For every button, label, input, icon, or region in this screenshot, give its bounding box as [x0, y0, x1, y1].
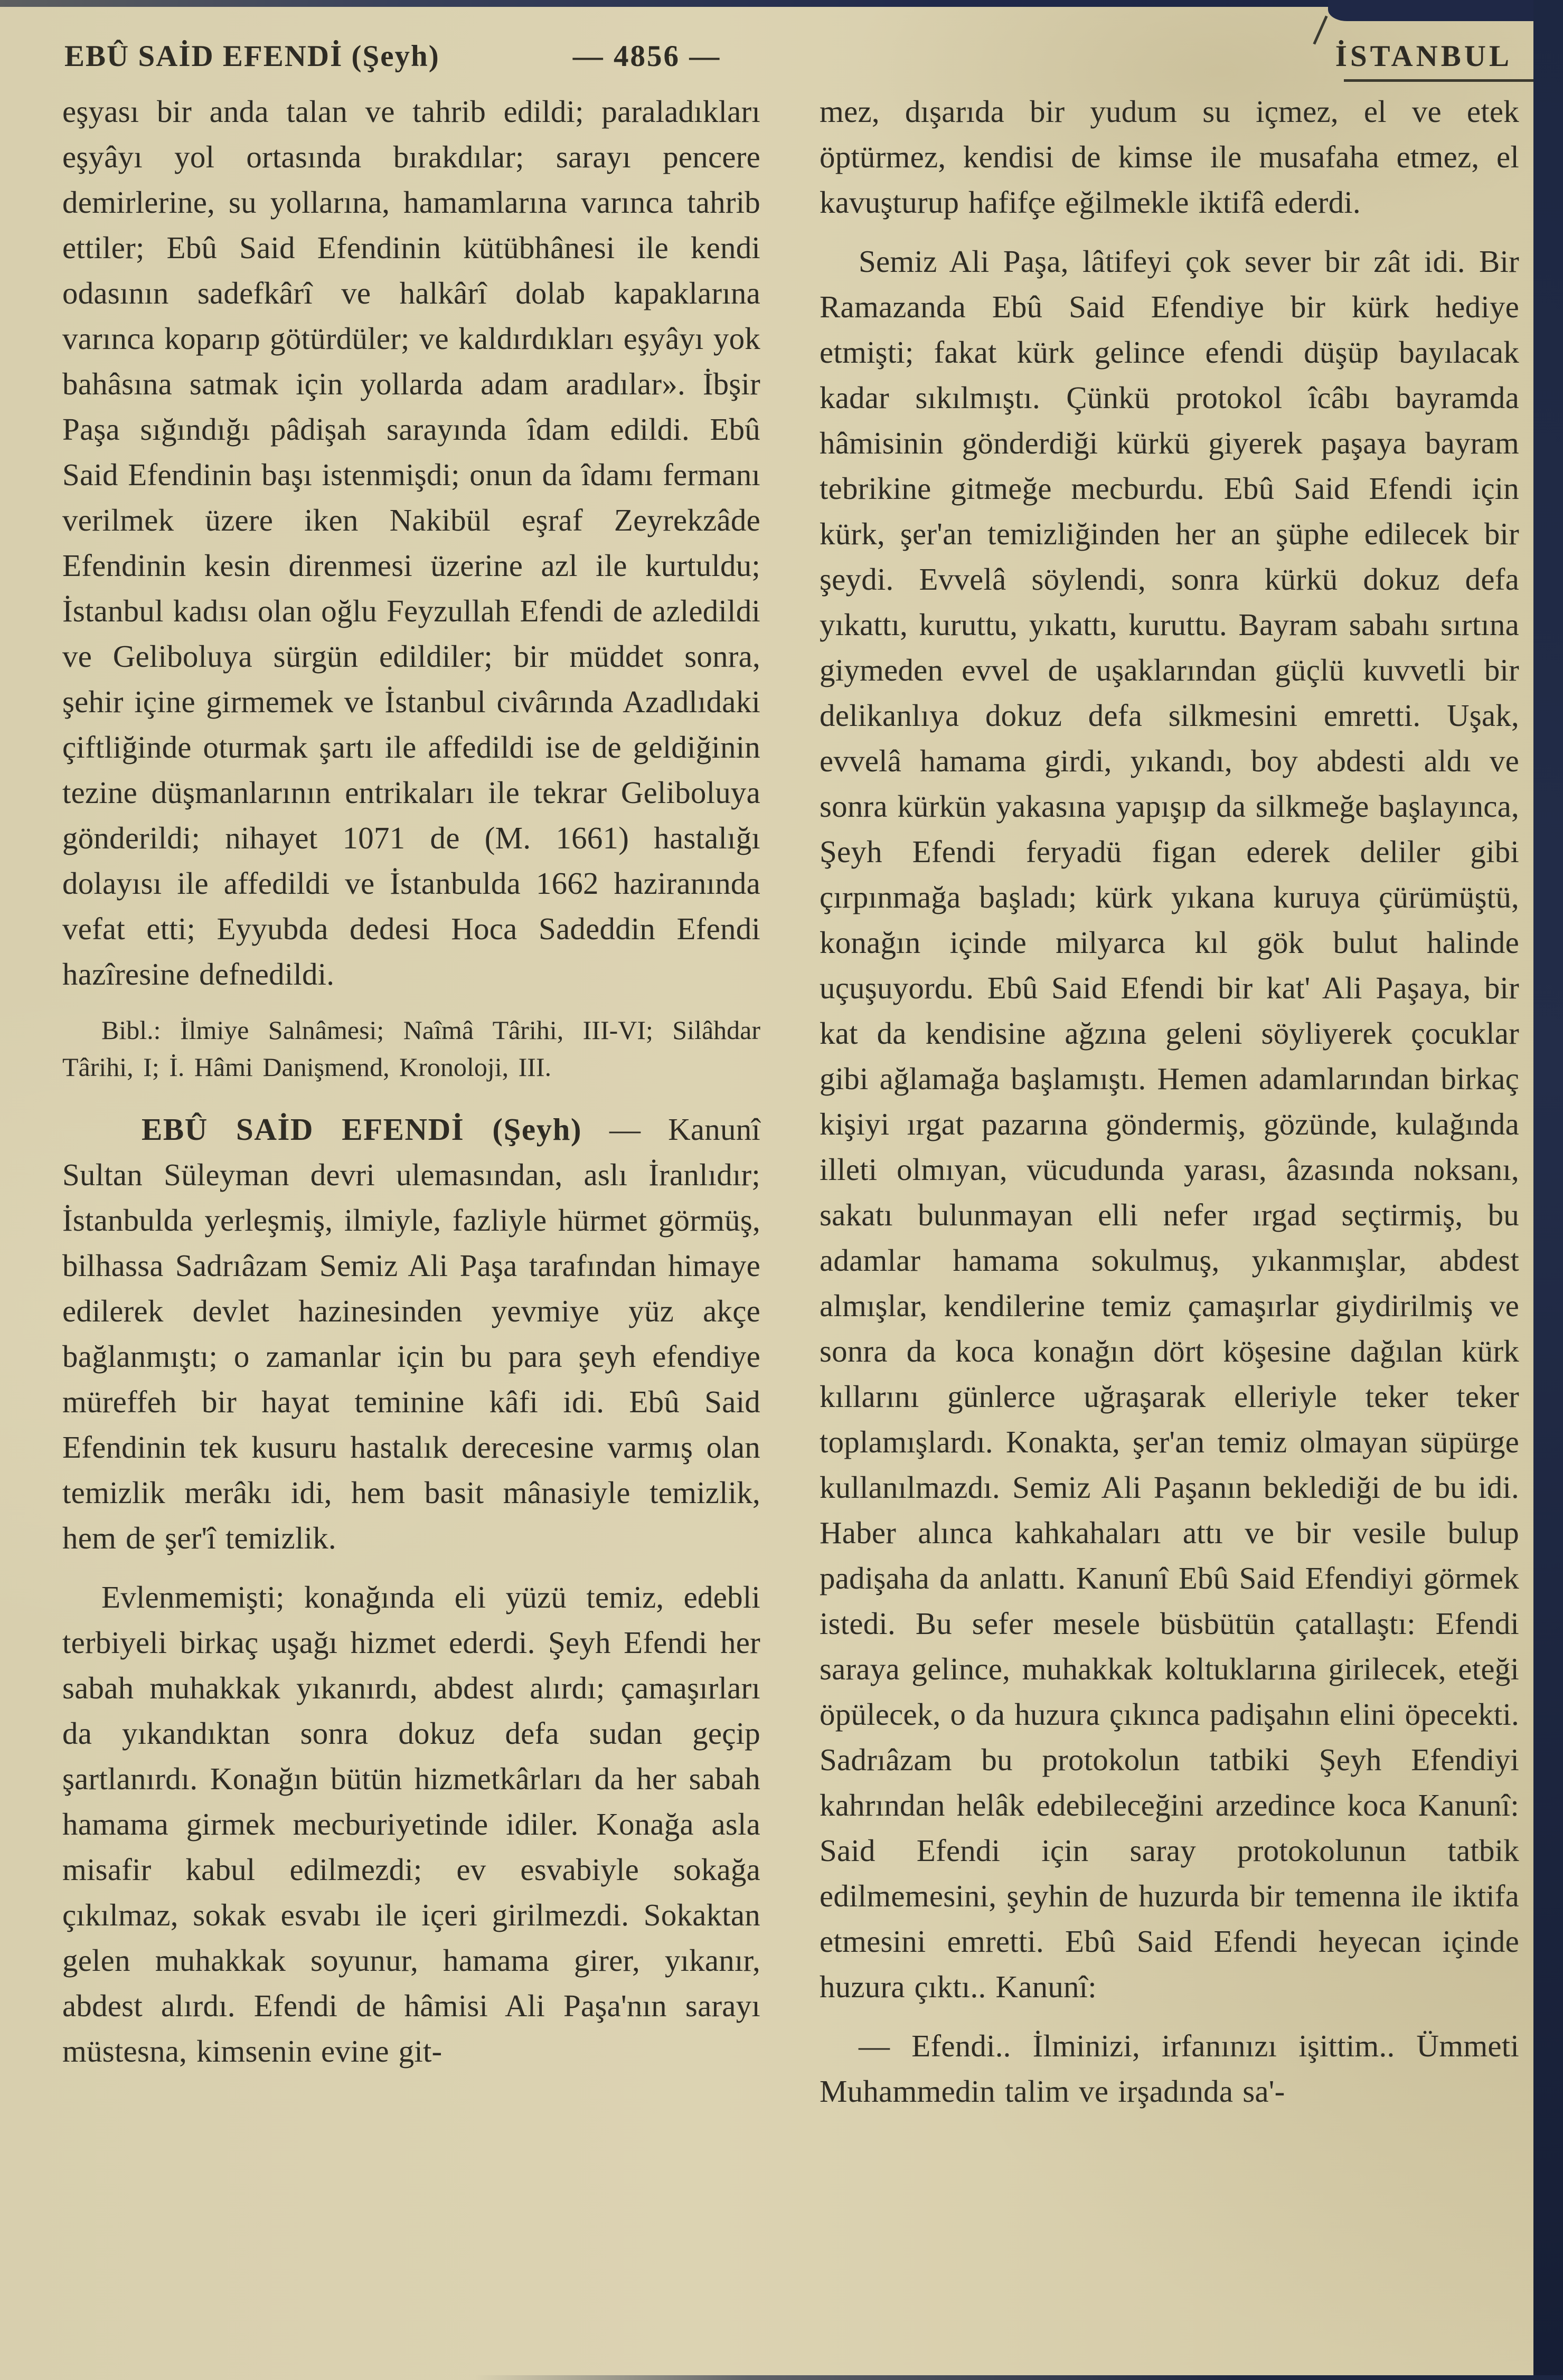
paragraph-continuation: eşyası bir anda talan ve tahrib edildi; paraladıkları eşyâyı yol ortasında bırakdılar; sarayı pencere demirlerine, su yollarına, hamamlarına varınca tahrib ettiler; Ebû Said Efendinin kütübhânesi ile kendi odasının sadefkârî ve halkârî dolab kapaklarına varınca koparıp götürdüler; ve kaldırdıkları eşyâyı yok bahâsına satmak için yollarda adam aradılar». İbşir Paşa sığındığı pâdişah sarayında îdam edildi. Ebû Said Efendinin başı istenmişdi; onun da îdamı fermanı verilmek üzere iken Nakibül eşraf Zeyrekzâde Efendinin kesin direnmesi üzerine azl ile kurtuldu; İstanbul kadısı olan oğlu Feyzullah Efendi de azledildi ve Geliboluya sürgün edildiler; bir müddet sonra, şehir içine girmemek ve İstanbul civârında Azadlıdaki çiftliğinde oturmak şartı ile affedildi ise de geldiğinin tezine düşmanlarının entrikaları ile tekrar Geliboluya gönderildi; nihayet 1071 de (M. 1661) hastalığı dolayısı ile affedildi ve İstanbulda 1662 haziranında vefat etti; Eyyubda dedesi Hoca Sadeddin Efendi hazîresine defnedildi. [62, 94, 760, 991]
right-column [820, 89, 1519, 2114]
body-paragraph: Semiz Ali Paşa, lâtifeyi çok sever bir zât idi. Bir Ramazanda Ebû Said Efendiye bir kürk hediye etmişti; fakat kürk gelince efendi düşüp bayılacak kadar sıkılmıştı. Çünkü protokol îcâbı bayramda hâmisinin gönderdiği kürkü giyerek paşaya bayram tebrikine gitmeğe mecburdu. Ebû Said Efendi için kürk, şer'an temizliğinden her an şüphe edilecek bir şeydi. Evvelâ söylendi, sonra kürkü dokuz defa yıkattı, kuruttu, yıkattı, kuruttu. Bayram sabahı sırtına giymeden evvel de uşaklarından güçlü kuvvetli bir delikanlıya dokuz defa silkmesini emretti. Uşak, evvelâ hamama girdi, yıkandı, boy abdesti aldı ve sonra kürkün yakasına yapışıp da silkmeğe başlayınca, Şeyh Efendi feryadü figan ederek deliler gibi çırpınmağa başladı; kürk yıkana kuruya çürümüştü, konağın içinde milyarca kıl gök bulut halinde uçuşuyordu. Ebû Said Efendi bir kat' Ali Paşaya, bir kat da kendisine ağzına geleni söyliyerek çocuklar gibi ağlamağa başlamıştı. Hemen adamlarından birkaç kişiyi ırgat pazarına göndermiş, gözünde, kulağında illeti olmıyan, vücudunda yarası, âzasında noksanı, sakatı bulunmayan elli nefer ırgad seçtirmiş, bu adamlar hamama sokulmuş, yıkanmışlar, abdest almışlar, kendilerine temiz çamaşırlar giydirilmiş ve sonra da koca konağın dört köşesine dağılan kürk kıllarını günlerce uğraşarak elleriyle teker teker toplamışlardı. Konakta, şer'an temiz olmayan süpürge kullanılmazdı. Semiz Ali Paşanın beklediği de bu idi. Haber alınca kahkahaları attı ve bir vesile bulup padişaha da anlattı. Kanunî Ebû Said Efendiyi görmek istedi. Bu sefer mesele büsbütün çatallaştı: Efendi saraya gelince, muhakkak koltuklarına girilecek, eteği öpülecek, o da huzura çıkınca padişahın elini öpecekti. Sadrıâzam bu protokolun tatbiki Şeyh Efendiyi kahrından helâk edebileceğini arzedince koca Kanunî: Said Efendi için saray protokolunun tatbik edilmemesini, şeyhin de huzurda bir temenna ile iktifa etmesini emretti. Ebû Said Efendi heyecan içinde huzura çıktı.. Kanunî: [820, 244, 1519, 2004]
left-column [62, 89, 760, 2074]
dialogue-paragraph: — Efendi.. İlminizi, irfanınızı işittim.. Ümmeti Muhammedin talim ve irşadında sa'- [820, 2028, 1519, 2109]
scan-edge-right [1533, 0, 1563, 2380]
header-rule [1344, 79, 1534, 82]
page-number: — 4856 — [572, 40, 721, 73]
scan-edge-bottom [475, 2375, 1563, 2380]
entry-title: EBÛ SAİD EFENDİ (Şeyh) [142, 1112, 582, 1147]
running-title-entry: EBÛ SAİD EFENDİ (Şeyh) [64, 40, 440, 73]
page-header [0, 39, 1563, 81]
scan-edge-top-right [1328, 0, 1563, 21]
running-title-section: İSTANBUL [1335, 40, 1512, 73]
paragraph-continuation: mez, dışarıda bir yudum su içmez, el ve etek öptürmez, kendisi de kimse ile musafaha etmez, el kavuşturup hafifçe eğilmekle iktifâ ederdi. [820, 94, 1519, 220]
body-paragraph: Evlenmemişti; konağında eli yüzü temiz, edebli terbiyeli birkaç uşağı hizmet ederdi. Şeyh Efendi her sabah muhakkak yıkanırdı, abdest alırdı; çamaşırları da yıkandıktan sonra dokuz defa sudan geçip şartlanırdı. Konağın bütün hizmetkârları da her sabah hamama girmek mecburiyetinde idiler. Konağa asla misafir kabul edilmezdi; ev esvabiyle sokağa çıkılmaz, sokak esvabı ile içeri girilmezdi. Sokaktan gelen muhakkak soyunur, hamama girer, yıkanır, abdest alırdı. Efendi de hâmisi Ali Paşa'nın sarayı müstesna, kimsenin evine git- [62, 1580, 760, 2069]
bibliography-note: Bibl.: İlmiye Salnâmesi; Naîmâ Târihi, III-VI; Silâhdar Târihi, I; İ. Hâmi Danişmend, Kronoloji, III. [62, 1015, 760, 1082]
entry-body: — Kanunî Sultan Süleyman devri ulemasından, aslı İranlıdır; İstanbulda yerleşmiş, ilmiyle, fazliyle hürmet görmüş, bilhassa Sadrıâzam Semiz Ali Paşa tarafından himaye edilerek devlet hazinesinden yevmiye yüz akçe bağlanmıştı; o zamanlar için bu para şeyh efendiye müreffeh bir hayat teminine kâfi idi. Ebû Said Efendinin tek kusuru hastalık derecesine varmış olan temizlik merâkı idi, hem basit mânasiyle temizlik, hem de şer'î temizlik. [62, 1112, 760, 1555]
entry-paragraph [62, 1107, 760, 1561]
